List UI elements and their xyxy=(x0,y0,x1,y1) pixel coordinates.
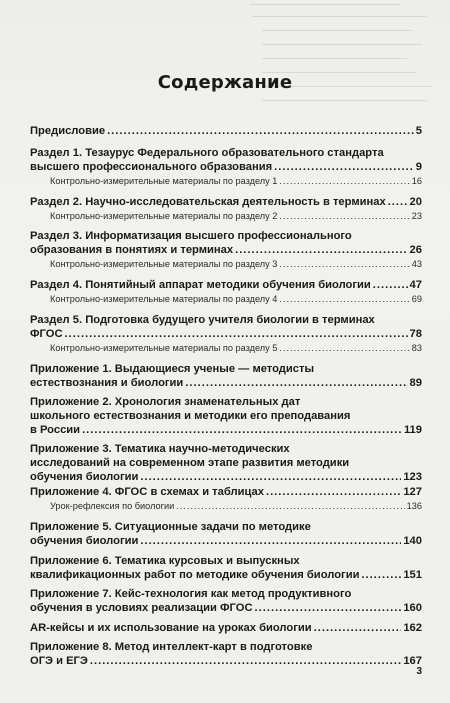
toc-title: Содержание xyxy=(157,72,293,93)
toc-entry-page: 23 xyxy=(411,211,422,221)
toc-entry-text: Раздел 1. Тезаурус Федерального образовательного стандарта xyxy=(30,147,384,159)
toc-entry-page: 127 xyxy=(403,486,422,498)
toc-entry-text: обучения в условиях реализации ФГОС xyxy=(30,602,253,614)
toc-entry-text: высшего профессионального образования xyxy=(30,161,273,173)
toc-entry-page: 162 xyxy=(403,622,422,634)
toc-entry-page: 43 xyxy=(411,259,422,269)
toc-entry-section-2[interactable] xyxy=(30,195,422,209)
toc-entry-page: 83 xyxy=(411,343,422,353)
toc-subentry-kim-3[interactable] xyxy=(30,258,422,270)
toc-entry-text: Контрольно-измерительные материалы по разделу 4 xyxy=(50,294,278,304)
toc-entry-page: 167 xyxy=(403,655,422,667)
toc-entry-section-4[interactable] xyxy=(30,278,422,292)
toc-entry-page: 123 xyxy=(403,471,422,483)
toc-entry-text: Урок-рефлексия по биологии xyxy=(50,501,175,511)
toc-entry-section-3[interactable] xyxy=(30,229,422,257)
toc-subentry-kim-5[interactable] xyxy=(30,342,422,354)
toc-entry-section-5[interactable] xyxy=(30,313,422,341)
toc-entry-text: ОГЭ и ЕГЭ xyxy=(30,655,88,667)
toc-entry-text: обучения биологии xyxy=(30,535,139,547)
toc-entry-text: Раздел 3. Информатизация высшего профессионального xyxy=(30,230,352,242)
toc-entry-text: AR-кейсы и их использование на уроках биологии xyxy=(30,622,312,634)
toc-entry-text: квалификационных работ по методике обучения биологии xyxy=(30,569,360,581)
toc-entry-appendix-7[interactable] xyxy=(30,587,422,615)
toc-entry-appendix-5[interactable] xyxy=(30,520,422,548)
toc-entry-page: 5 xyxy=(415,125,422,137)
toc-entry-text: Раздел 4. Понятийный аппарат методики обучения биологии xyxy=(30,279,371,291)
toc-entry-page: 160 xyxy=(403,602,422,614)
toc-entry-ar-cases[interactable] xyxy=(30,621,422,635)
toc-entry-text: Контрольно-измерительные материалы по разделу 1 xyxy=(50,176,278,186)
toc-entry-page: 47 xyxy=(409,279,422,291)
toc-entry-preface[interactable] xyxy=(30,124,422,138)
toc-entry-page: 20 xyxy=(409,196,422,208)
toc-entry-page: 151 xyxy=(403,569,422,581)
toc-entry-text: Приложение 2. Хронология знаменательных дат xyxy=(30,396,301,408)
toc-entry-page: 9 xyxy=(415,161,422,173)
toc-entry-page: 26 xyxy=(409,244,422,256)
toc-entry-text: Контрольно-измерительные материалы по разделу 3 xyxy=(50,259,278,269)
toc-subentry-reflection-lesson[interactable] xyxy=(30,500,422,512)
toc-subentry-kim-2[interactable] xyxy=(30,210,422,222)
toc-entry-page: 89 xyxy=(409,377,422,389)
toc-entry-page: 16 xyxy=(411,176,422,186)
toc-subentry-kim-4[interactable] xyxy=(30,293,422,305)
toc-entry-text: Приложение 1. Выдающиеся ученые — методисты xyxy=(30,363,315,375)
toc-entry-appendix-4[interactable] xyxy=(30,485,422,499)
toc-entry-text: ФГОС xyxy=(30,328,63,340)
toc-entry-text: Приложение 7. Кейс-технология как метод продуктивного xyxy=(30,588,352,600)
toc-entry-text: Приложение 8. Метод интеллект-карт в подготовке xyxy=(30,641,313,653)
toc-entry-text: Приложение 6. Тематика курсовых и выпускных xyxy=(30,555,300,567)
toc-entry-appendix-8[interactable] xyxy=(30,640,422,668)
toc-entry-appendix-6[interactable] xyxy=(30,554,422,582)
toc-entry-appendix-3[interactable] xyxy=(30,442,422,484)
show-through-text xyxy=(0,0,450,115)
toc-entry-text: Раздел 5. Подготовка будущего учителя биологии в терминах xyxy=(30,314,375,326)
toc-entry-text: Приложение 4. ФГОС в схемах и таблицах xyxy=(30,486,264,498)
toc-entry-text: Контрольно-измерительные материалы по разделу 5 xyxy=(50,343,278,353)
toc-entry-page: 136 xyxy=(406,501,422,511)
toc-entry-page: 119 xyxy=(403,424,422,436)
toc-entry-text: в России xyxy=(30,424,81,436)
toc-entry-text: школьного естествознания и методики его преподавания xyxy=(30,410,351,422)
toc-entry-text: обучения биологии xyxy=(30,471,139,483)
toc-entry-text: естествознания и биологии xyxy=(30,377,184,389)
toc-entry-text: Предисловие xyxy=(30,125,106,137)
toc-entry-appendix-1[interactable] xyxy=(30,362,422,390)
page-number: 3 xyxy=(416,666,422,677)
toc-entry-page: 78 xyxy=(409,328,422,340)
toc-entry-page: 69 xyxy=(411,294,422,304)
toc-entry-appendix-2[interactable] xyxy=(30,395,422,437)
toc-entry-page: 140 xyxy=(403,535,422,547)
toc-entry-text: Раздел 2. Научно-исследовательская деятельность в терминах xyxy=(30,196,386,208)
toc-entry-text: Приложение 5. Ситуационные задачи по методике xyxy=(30,521,311,533)
toc-entry-text: образования в понятиях и терминах xyxy=(30,244,234,256)
toc-entry-text: исследований на современном этапе развития методики xyxy=(30,457,350,469)
toc-entry-text: Контрольно-измерительные материалы по разделу 2 xyxy=(50,211,278,221)
toc-entry-text: Приложение 3. Тематика научно-методических xyxy=(30,443,290,455)
toc-entry-section-1[interactable] xyxy=(30,146,422,174)
toc-subentry-kim-1[interactable] xyxy=(30,175,422,187)
